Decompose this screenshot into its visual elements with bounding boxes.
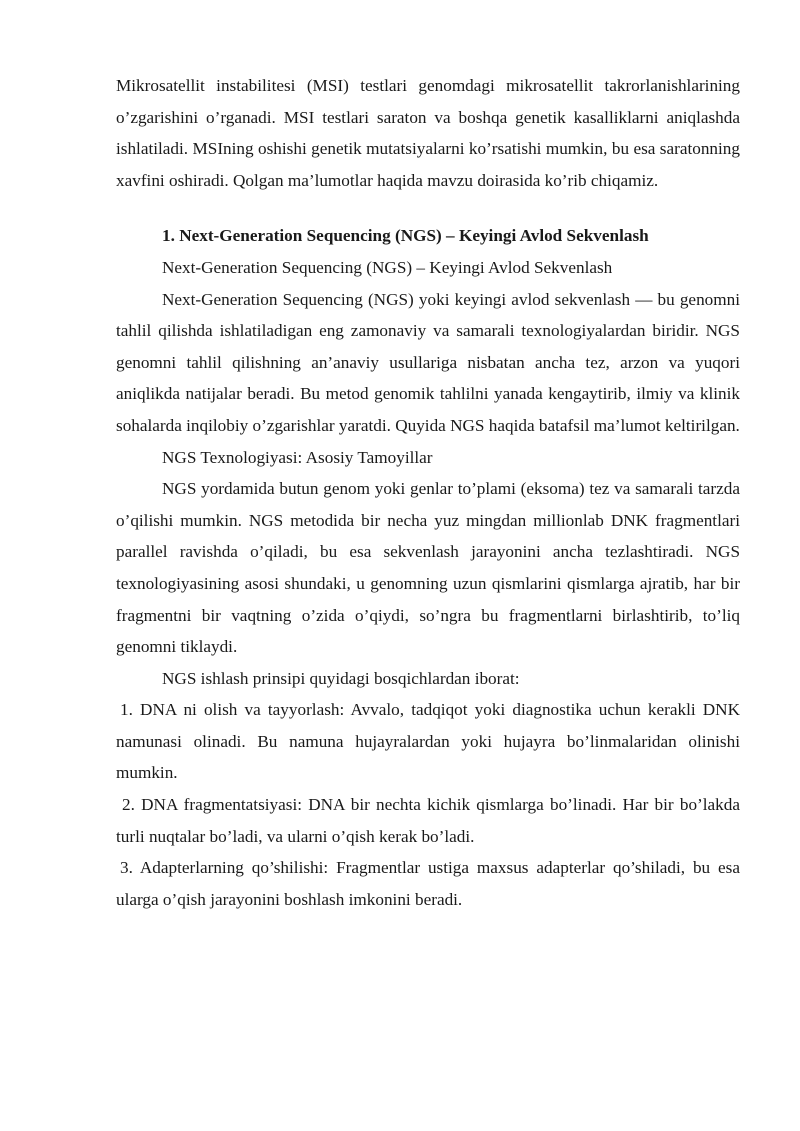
ngs-intro-paragraph: Next-Generation Sequencing (NGS) yoki keyingi avlod sekvenlash — bu genomni tahlil qilishda ishlatiladigan eng zamonaviy va samarali texnologiyalardan biridir. NGS genomni tahlil qilishning an’anaviy usullariga nisbatan ancha tez, arzon va yuqori aniqlikda natijalar beradi. Bu metod genomik tahlilni yanada kengaytirib, ilmiy va klinik sohalarda inqilobiy o’zgarishlar yaratdi. Quyida NGS haqida batafsil ma’lumot keltirilgan. — [116, 289, 740, 435]
tech-paragraph: NGS yordamida butun genom yoki genlar to’plami (eksoma) tez va samarali tarzda o’qilishi mumkin. NGS metodida bir necha yuz mingdan millionlab DNK fragmentlari parallel ravishda o’qiladi, bu esa sekvenlash jarayonini ancha tezlashtiradi. NGS texnologiyasining asosi shundaki, u genomning uzun qismlarini qismlarga ajratib, har bir fragmentni bir vaqtning o’zida o’qiydi, so’ngra bu fragmentlarni birlashtirib, to’liq genomni tiklaydi. — [116, 479, 740, 657]
principle-intro: NGS ishlash prinsipi quyidagi bosqichlardan iborat: — [162, 668, 520, 688]
list-item-step-3: 3. Adapterlarning qo’shilishi: Fragmentlar ustiga maxsus adapterlar qo’shiladi, bu esa ularga o’qish jarayonini boshlash imkonini beradi. — [116, 858, 740, 909]
section-subtitle: Next-Generation Sequencing (NGS) – Keyingi Avlod Sekvenlash — [162, 257, 613, 277]
spacer — [116, 196, 740, 220]
list-item-step-1: 1. DNA ni olish va tayyorlash: Avvalo, tadqiqot yoki diagnostika uchun kerakli DNK namunasi olinadi. Bu namuna hujayralardan yoki hujayra bo’linmalaridan olinishi mumkin. — [116, 700, 740, 783]
list-item-step-2: 2. DNA fragmentatsiyasi: DNA bir nechta kichik qismlarga bo’linadi. Har bir bo’lakda turli nuqtalar bo’ladi, va ularni o’qish kerak bo’ladi. — [116, 795, 740, 846]
document-page — [116, 70, 740, 915]
tech-subheading: NGS Texnologiyasi: Asosiy Tamoyillar — [162, 447, 433, 467]
intro-paragraph: Mikrosatellit instabilitesi (MSI) testlari genomdagi mikrosatellit takrorlanishlarining o’zgarishini o’rganadi. MSI testlari saraton va boshqa genetik kasalliklarni aniqlashda ishlatiladi. MSIning oshishi genetik mutatsiyalarni ko’rsatishi mumkin, bu esa saratonning xavfini oshiradi. Qolgan ma’lumotlar haqida mavzu doirasida ko’rib chiqamiz. — [116, 76, 740, 190]
section-heading: 1. Next-Generation Sequencing (NGS) – Keyingi Avlod Sekvenlash — [162, 226, 649, 246]
